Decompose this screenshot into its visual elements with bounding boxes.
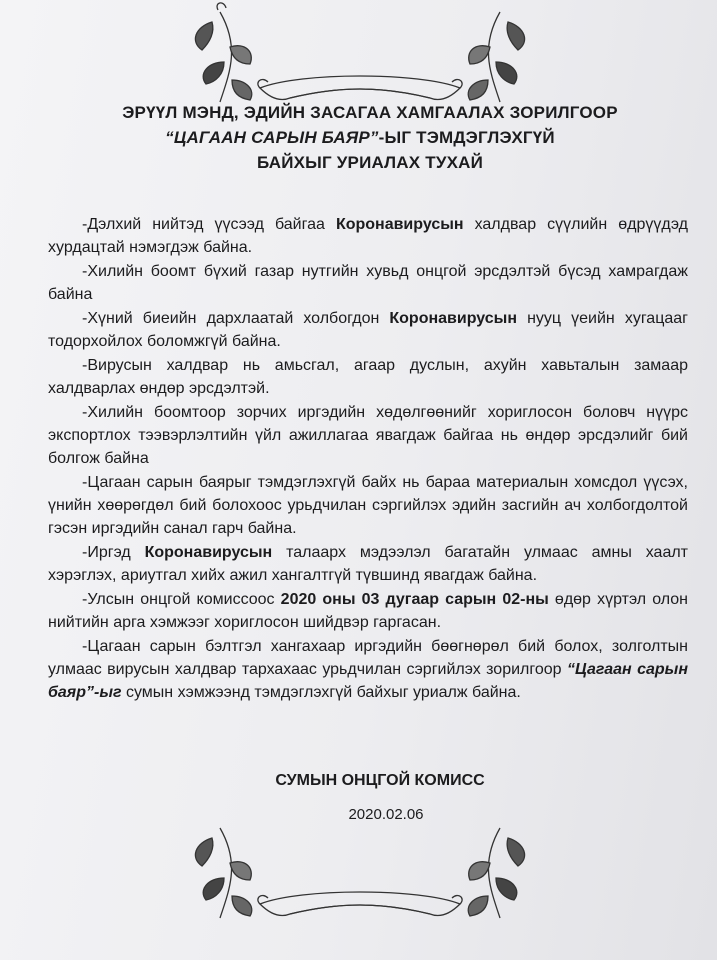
paragraph-text: өдөр хүртэл олон нийтийн арга хэмжээг хориглосон шийдвэр гаргасан. bbox=[48, 591, 689, 631]
paragraph-8 bbox=[48, 588, 688, 634]
bottom-laurel-ornament-icon bbox=[150, 818, 570, 928]
paragraph-text: -Хүний биеийн дархлаатай холбогдон bbox=[82, 310, 390, 327]
paragraph-1 bbox=[48, 213, 688, 259]
title-holiday-name: “ЦАГААН САРЫН БАЯР” bbox=[165, 128, 379, 147]
paragraph-text: нууц үеийн хугацааг тодорхойлох боломжгүй байна. bbox=[48, 310, 689, 350]
paragraph-bold-text: Коронавирусын bbox=[389, 310, 517, 327]
signature-date: 2020.02.06 bbox=[348, 806, 424, 823]
paragraph-text: -Дэлхий нийтэд үүсээд байгаа bbox=[82, 216, 336, 233]
title-line-2-rest: -ЫГ ТЭМДЭГЛЭХГҮЙ bbox=[378, 128, 555, 147]
paragraph-7 bbox=[48, 541, 688, 587]
paragraph-text: халдвар сүүлийн өдрүүдэд хурдацтай нэмэгдэж байна. bbox=[48, 216, 689, 256]
signature-name: СУМЫН ОНЦГОЙ КОМИСС bbox=[275, 772, 485, 789]
paragraph-bold-text: 2020 оны 03 дугаар сарын 02-ны bbox=[280, 591, 549, 608]
top-laurel-ornament-icon bbox=[150, 2, 570, 112]
paragraph-text: -Улсын онцгой комиссоос bbox=[82, 591, 281, 608]
title-line-1: ЭРҮҮЛ МЭНД, ЭДИЙН ЗАСАГАА ХАМГААЛАХ ЗОРИЛГООР bbox=[122, 103, 618, 122]
title-line-3: БАЙХЫГ УРИАЛАХ ТУХАЙ bbox=[256, 153, 484, 172]
paragraph-text: -Иргэд bbox=[82, 544, 145, 561]
paragraph-bold-italic-text: “Цагаан сарын баяр”-ыг bbox=[48, 661, 689, 701]
paragraph-3 bbox=[48, 307, 688, 353]
document-body bbox=[48, 213, 688, 705]
title-line-2 bbox=[60, 125, 680, 150]
paragraph-5: -Хилийн боомтоор зорчих иргэдийн хөдөлгөөнийг хориглосон боловч нүүрс экспортлох тээвэрлэлтийн үйл ажиллагаа явагдаж байгаа нь өндөр эрсдэлийг бий болгож байна bbox=[48, 404, 688, 467]
paragraph-text: сумын хэмжээнд тэмдэглэхгүй байхыг уриалж байна. bbox=[121, 684, 521, 701]
paragraph-bold-text: Коронавирусын bbox=[335, 216, 464, 233]
paragraph-bold-text: Коронавирусын bbox=[144, 544, 273, 561]
paragraph-6: -Цагаан сарын баярыг тэмдэглэхгүй байх нь бараа материалын хомсдол үүсэх, үнийн хөөрөгдөл бий болохоос урьдчилан сэргийлэх эдийн засгийн ач холбогдолтой гэсэн иргэдийн санал гарч байна. bbox=[48, 474, 688, 537]
paragraph-text: талаарх мэдээлэл багатайн улмаас амны хаалт хэрэглэх, ариутгал хийх ажил хангалтгүй түвшинд явагдаж байна. bbox=[48, 544, 689, 584]
paragraph-2: -Хилийн боомт бүхий газар нутгийн хувьд онцгой эрсдэлтэй бүсэд хамрагдаж байна bbox=[48, 263, 688, 303]
paragraph-9 bbox=[48, 635, 688, 704]
document-title bbox=[60, 100, 680, 175]
paragraph-4: -Вирусын халдвар нь амьсгал, агаар дуслын, ахуйн хавьталын замаар халдварлах өндөр эрсдэлтэй. bbox=[48, 357, 688, 397]
paragraph-text: -Цагаан сарын бэлтгэл хангахаар иргэдийн бөөгнөрөл бий болох, золголтын улмаас вирусын халдвар тархахаас урьдчилан сэргийлэх зорилгоор bbox=[48, 638, 688, 678]
